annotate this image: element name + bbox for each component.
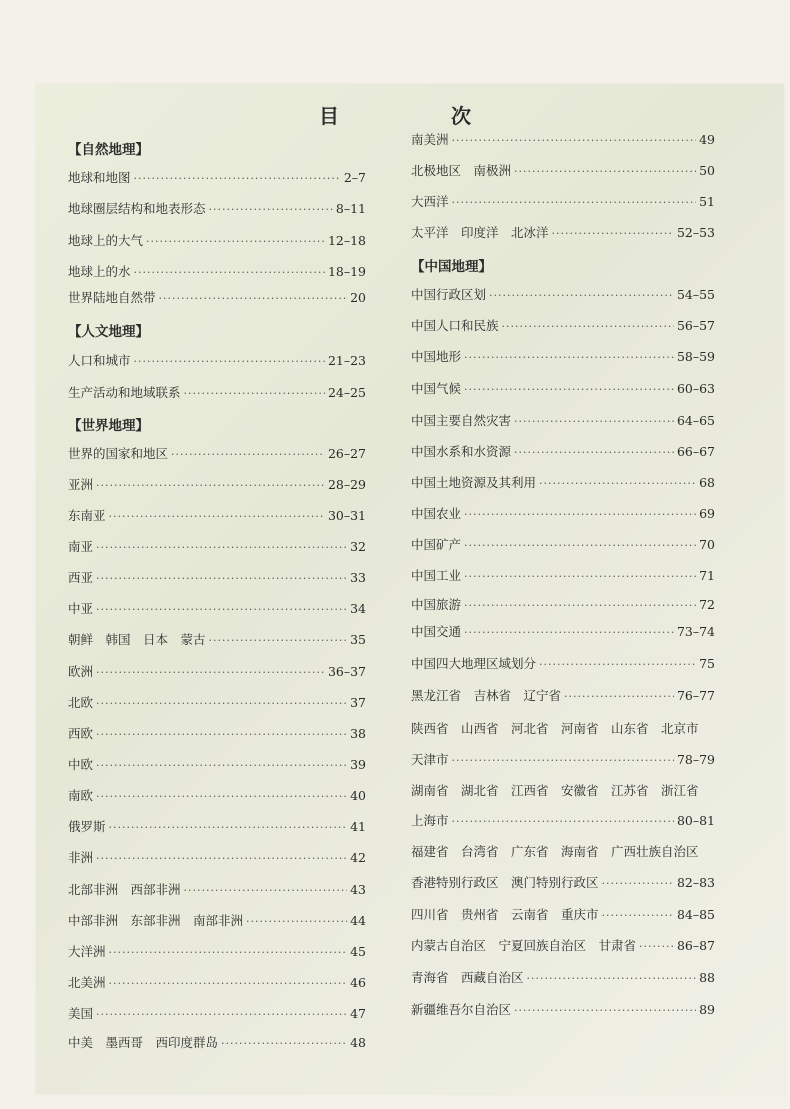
toc-entry[interactable]: [68, 383, 366, 401]
toc-entry[interactable]: [411, 473, 715, 491]
toc-entry[interactable]: [411, 936, 715, 954]
toc-entry-page: 54–55: [676, 287, 715, 302]
toc-entry-title: 地球圈层结构和地表形态: [68, 201, 206, 216]
toc-entry-title: 生产活动和地域联系: [68, 385, 181, 400]
toc-entry-title: 中国水系和水资源: [411, 444, 512, 459]
toc-entry-page: 50: [699, 163, 715, 178]
toc-entry-page: 88: [699, 970, 715, 985]
dot-leader: [564, 690, 674, 703]
dot-leader: [96, 759, 347, 772]
toc-entry-page: 30–31: [327, 508, 366, 523]
dot-leader: [539, 477, 696, 490]
toc-entry[interactable]: [411, 873, 715, 891]
toc-entry-title: 中国行政区划: [411, 287, 487, 302]
dot-leader: [221, 1037, 347, 1050]
toc-entry-page: 41: [350, 819, 366, 834]
toc-entry[interactable]: [411, 905, 715, 923]
toc-entry-page: 49: [699, 132, 715, 147]
toc-entry-title: 世界陆地自然带: [68, 290, 156, 305]
toc-entry[interactable]: [411, 719, 715, 737]
dot-leader: [539, 658, 696, 671]
toc-entry[interactable]: [68, 880, 366, 898]
toc-entry-page: 47: [350, 1006, 366, 1021]
toc-entry[interactable]: [68, 568, 366, 586]
toc-entry[interactable]: [411, 161, 715, 179]
dot-leader: [146, 235, 325, 248]
dot-leader: [489, 289, 674, 302]
toc-entry[interactable]: [411, 811, 715, 829]
toc-entry-title: 西欧: [68, 726, 94, 741]
toc-entry-page: 35: [350, 632, 366, 647]
dot-leader: [464, 570, 696, 583]
dot-leader: [452, 134, 697, 147]
toc-entry[interactable]: [411, 504, 715, 522]
toc-entry-title: 陕西省 山西省 河北省 河南省 山东省 北京市: [411, 721, 699, 736]
toc-entry-title: 中国气候: [411, 381, 462, 396]
toc-entry-title: 中国人口和民族: [411, 318, 499, 333]
toc-entry-page: 60–63: [676, 381, 715, 396]
section-heading: 【人文地理】: [68, 324, 149, 340]
dot-leader: [109, 946, 348, 959]
toc-entry-page: 78–79: [676, 752, 715, 767]
section-heading: 【世界地理】: [68, 418, 149, 434]
toc-entry-page: 69: [699, 506, 715, 521]
toc-entry[interactable]: [68, 911, 366, 929]
toc-entry-title: 北欧: [68, 695, 94, 710]
toc-entry-title: 地球和地图: [68, 170, 131, 185]
dot-leader: [171, 448, 325, 461]
toc-entry-page: 28–29: [327, 477, 366, 492]
toc-entry-page: 68: [699, 475, 715, 490]
toc-entry[interactable]: [68, 199, 366, 217]
dot-leader: [109, 821, 348, 834]
toc-entry-page: 66–67: [676, 444, 715, 459]
dot-leader: [96, 666, 325, 679]
toc-entry[interactable]: [411, 781, 715, 799]
toc-entry[interactable]: [411, 654, 715, 672]
page-title: 目 次: [319, 104, 517, 128]
dot-leader: [602, 909, 674, 922]
toc-entry-title: 美国: [68, 1006, 94, 1021]
toc-entry[interactable]: [68, 693, 366, 711]
toc-entry-page: 40: [350, 788, 366, 803]
dot-leader: [514, 165, 696, 178]
toc-entry[interactable]: [68, 1004, 366, 1022]
toc-entry[interactable]: [68, 817, 366, 835]
toc-entry-page: 70: [699, 537, 715, 552]
toc-entry-page: 51: [699, 194, 715, 209]
toc-entry[interactable]: [411, 316, 715, 334]
toc-entry[interactable]: [411, 442, 715, 460]
dot-leader: [134, 172, 341, 185]
dot-leader: [452, 754, 674, 767]
toc-entry-page: 32: [350, 539, 366, 554]
dot-leader: [134, 266, 325, 279]
toc-entry[interactable]: [68, 724, 366, 742]
toc-entry[interactable]: [68, 662, 366, 680]
toc-entry[interactable]: [68, 599, 366, 617]
toc-entry-page: 72: [699, 597, 715, 612]
toc-entry-page: 8–11: [335, 201, 366, 216]
dot-leader: [109, 510, 325, 523]
toc-entry-title: 东南亚: [68, 508, 106, 523]
dot-leader: [602, 877, 674, 890]
dot-leader: [464, 539, 696, 552]
toc-entry[interactable]: [411, 347, 715, 365]
toc-entry[interactable]: [411, 130, 715, 148]
toc-entry-title: 福建省 台湾省 广东省 海南省 广西壮族自治区: [411, 844, 699, 859]
toc-entry[interactable]: [68, 755, 366, 773]
dot-leader: [464, 383, 674, 396]
dot-leader: [96, 572, 347, 585]
toc-entry-title: 俄罗斯: [68, 819, 106, 834]
dot-leader: [96, 1008, 347, 1021]
toc-entry-page: 58–59: [676, 349, 715, 364]
toc-entry-page: 18–19: [327, 264, 366, 279]
toc-entry[interactable]: [411, 595, 715, 613]
dot-leader: [159, 292, 348, 305]
toc-entry-page: 48: [350, 1035, 366, 1050]
toc-entry-page: 46: [350, 975, 366, 990]
toc-entry[interactable]: [68, 1033, 366, 1051]
toc-entry-title: 青海省 西藏自治区: [411, 970, 524, 985]
toc-entry-title: 中国矿产: [411, 537, 462, 552]
toc-entry[interactable]: [411, 285, 715, 303]
toc-entry-title: 中部非洲 东部非洲 南部非洲: [68, 913, 244, 928]
toc-entry-title: 西亚: [68, 570, 94, 585]
toc-entry[interactable]: [68, 506, 366, 524]
toc-entry-page: 89: [699, 1002, 715, 1017]
toc-entry-title: 上海市: [411, 813, 449, 828]
toc-entry-title: 四川省 贵州省 云南省 重庆市: [411, 907, 599, 922]
toc-entry-title: 南亚: [68, 539, 94, 554]
toc-entry-title: 南美洲: [411, 132, 449, 147]
toc-entry[interactable]: [411, 566, 715, 584]
toc-entry-page: 38: [350, 726, 366, 741]
dot-leader: [96, 603, 347, 616]
toc-entry-page: 75: [699, 656, 715, 671]
dot-leader: [527, 972, 697, 985]
toc-entry-page: 36–37: [327, 664, 366, 679]
toc-entry[interactable]: [68, 444, 366, 462]
toc-entry-title: 新疆维吾尔自治区: [411, 1002, 512, 1017]
dot-leader: [209, 634, 348, 647]
toc-entry-page: 45: [350, 944, 366, 959]
toc-entry-title: 地球上的水: [68, 264, 131, 279]
toc-entry-page: 82–83: [676, 875, 715, 890]
toc-entry-page: 33: [350, 570, 366, 585]
toc-entry-title: 中国工业: [411, 568, 462, 583]
toc-entry-title: 内蒙古自治区 宁夏回族自治区 甘肃省: [411, 938, 637, 953]
dot-leader: [502, 320, 674, 333]
dot-leader: [514, 446, 674, 459]
toc-entry[interactable]: [411, 968, 715, 986]
dot-leader: [109, 977, 348, 990]
dot-leader: [552, 227, 674, 240]
toc-entry-page: 24–25: [327, 385, 366, 400]
toc-entry-page: 80–81: [676, 813, 715, 828]
toc-entry-title: 中国四大地理区域划分: [411, 656, 537, 671]
toc-entry-title: 中国土地资源及其利用: [411, 475, 537, 490]
toc-entry[interactable]: [411, 535, 715, 553]
toc-entry-title: 中国农业: [411, 506, 462, 521]
toc-entry-page: 39: [350, 757, 366, 772]
toc-entry-title: 朝鲜 韩国 日本 蒙古: [68, 632, 206, 647]
toc-entry-title: 人口和城市: [68, 353, 131, 368]
dot-leader: [96, 541, 347, 554]
toc-entry-page: 43: [350, 882, 366, 897]
dot-leader: [639, 940, 674, 953]
dot-leader: [464, 599, 696, 612]
toc-entry[interactable]: [411, 750, 715, 768]
dot-leader: [464, 351, 674, 364]
toc-entry-title: 中国主要自然灾害: [411, 413, 512, 428]
toc-entry[interactable]: [68, 973, 366, 991]
dot-leader: [452, 196, 697, 209]
toc-entry-title: 世界的国家和地区: [68, 446, 169, 461]
toc-entry[interactable]: [411, 686, 715, 704]
toc-entry-page: 73–74: [676, 624, 715, 639]
toc-entry-page: 76–77: [676, 688, 715, 703]
toc-entry-title: 太平洋 印度洋 北冰洋: [411, 225, 549, 240]
toc-entry-title: 南欧: [68, 788, 94, 803]
toc-entry[interactable]: [68, 630, 366, 648]
dot-leader: [464, 508, 696, 521]
toc-entry-page: 34: [350, 601, 366, 616]
toc-entry-title: 北极地区 南极洲: [411, 163, 512, 178]
toc-entry[interactable]: [411, 622, 715, 640]
toc-entry[interactable]: [68, 168, 366, 186]
toc-entry[interactable]: [68, 262, 366, 280]
toc-entry[interactable]: [68, 848, 366, 866]
toc-entry-title: 中国地形: [411, 349, 462, 364]
toc-entry[interactable]: [411, 1000, 715, 1018]
toc-entry[interactable]: [411, 223, 715, 241]
toc-entry-page: 44: [350, 913, 366, 928]
dot-leader: [96, 728, 347, 741]
dot-leader: [184, 387, 325, 400]
toc-entry-page: 37: [350, 695, 366, 710]
toc-entry-page: 84–85: [676, 907, 715, 922]
toc-entry-page: 42: [350, 850, 366, 865]
dot-leader: [514, 415, 674, 428]
dot-leader: [184, 884, 348, 897]
dot-leader: [96, 852, 347, 865]
toc-entry-title: 中国交通: [411, 624, 462, 639]
section-heading: 【自然地理】: [68, 142, 149, 158]
toc-entry-page: 52–53: [676, 225, 715, 240]
toc-entry-page: 71: [699, 568, 715, 583]
toc-entry[interactable]: [68, 786, 366, 804]
toc-entry-title: 地球上的大气: [68, 233, 144, 248]
dot-leader: [464, 626, 674, 639]
dot-leader: [514, 1004, 696, 1017]
toc-entry-page: 12–18: [327, 233, 366, 248]
toc-entry-title: 北美洲: [68, 975, 106, 990]
toc-entry[interactable]: [68, 942, 366, 960]
toc-entry-title: 中欧: [68, 757, 94, 772]
toc-entry-title: 中美 墨西哥 西印度群岛: [68, 1035, 219, 1050]
toc-entry-title: 黑龙江省 吉林省 辽宁省: [411, 688, 562, 703]
dot-leader: [246, 915, 347, 928]
toc-entry[interactable]: [411, 411, 715, 429]
toc-entry-title: 大西洋: [411, 194, 449, 209]
toc-entry[interactable]: [68, 351, 366, 369]
toc-entry[interactable]: [411, 192, 715, 210]
dot-leader: [452, 815, 674, 828]
dot-leader: [96, 479, 325, 492]
toc-entry-page: 26–27: [327, 446, 366, 461]
toc-entry-title: 中亚: [68, 601, 94, 616]
toc-entry-title: 中国旅游: [411, 597, 462, 612]
toc-entry-page: 20: [350, 290, 366, 305]
toc-entry-title: 亚洲: [68, 477, 94, 492]
toc-entry-title: 湖南省 湖北省 江西省 安徽省 江苏省 浙江省: [411, 783, 699, 798]
toc-entry-page: 2–7: [343, 170, 366, 185]
toc-entry-title: 北部非洲 西部非洲: [68, 882, 181, 897]
toc-entry-title: 非洲: [68, 850, 94, 865]
dot-leader: [209, 203, 333, 216]
toc-entry-page: 86–87: [676, 938, 715, 953]
section-heading: 【中国地理】: [411, 259, 492, 275]
toc-entry[interactable]: [411, 379, 715, 397]
toc-entry[interactable]: [68, 537, 366, 555]
toc-entry-page: 64–65: [676, 413, 715, 428]
toc-entry-page: 21–23: [327, 353, 366, 368]
toc-entry-title: 天津市: [411, 752, 449, 767]
toc-entry-title: 大洋洲: [68, 944, 106, 959]
dot-leader: [96, 790, 347, 803]
toc-entry-title: 香港特别行政区 澳门特别行政区: [411, 875, 599, 890]
toc-entry[interactable]: [411, 842, 715, 860]
toc-entry[interactable]: [68, 231, 366, 249]
toc-entry-page: 56–57: [676, 318, 715, 333]
toc-entry[interactable]: [68, 288, 366, 306]
dot-leader: [134, 355, 325, 368]
toc-entry-title: 欧洲: [68, 664, 94, 679]
toc-entry[interactable]: [68, 475, 366, 493]
dot-leader: [96, 697, 347, 710]
